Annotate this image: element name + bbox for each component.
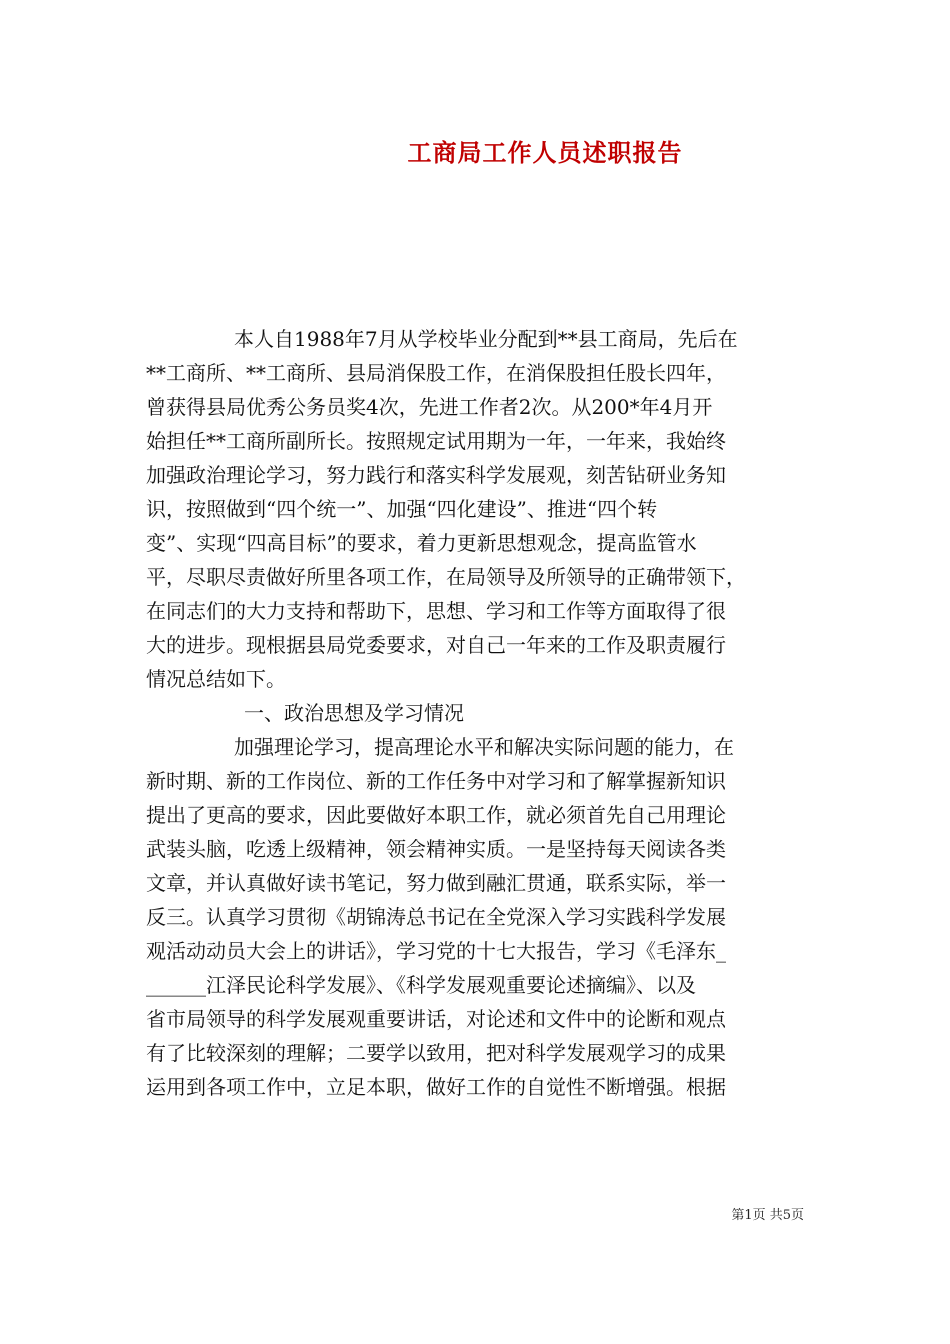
paragraph-line: 平，尽职尽责做好所里各项工作，在局领导及所领导的正确带领下，: [146, 565, 746, 589]
paragraph-line: 提出了更高的要求，因此要做好本职工作，就必须首先自己用理论: [146, 803, 726, 827]
page-title: 工商局工作人员述职报告: [407, 138, 683, 167]
paragraph-line: 本人自1988年7月从学校毕业分配到**县工商局，先后在: [234, 327, 738, 351]
paragraph-line: ______江泽民论科学发展》、《科学发展观重要论述摘编》、以及: [146, 973, 696, 997]
paragraph-line: 有了比较深刻的理解；二要学以致用，把对科学发展观学习的成果: [146, 1041, 726, 1065]
paragraph-line: 加强理论学习，提高理论水平和解决实际问题的能力，在: [234, 735, 734, 759]
paragraph-line: 在同志们的大力支持和帮助下，思想、学习和工作等方面取得了很: [146, 599, 726, 623]
paragraph-line: 文章，并认真做好读书笔记，努力做到融汇贯通，联系实际，举一: [146, 871, 726, 895]
paragraph-line: 识，按照做到“四个统一”、加强“四化建设”、推进“四个转: [146, 497, 658, 521]
paragraph-line: 变”、实现“四高目标”的要求，着力更新思想观念，提高监管水: [146, 531, 697, 555]
paragraph-line: 武装头脑，吃透上级精神，领会精神实质。一是坚持每天阅读各类: [146, 837, 726, 861]
paragraph-line: 情况总结如下。: [146, 667, 286, 691]
document-body: [146, 322, 816, 1104]
paragraph-line: 新时期、新的工作岗位、新的工作任务中对学习和了解掌握新知识: [146, 769, 726, 793]
page-footer: 第1页 共5页: [731, 1208, 804, 1223]
paragraph-line: 始担任**工商所副所长。按照规定试用期为一年，一年来，我始终: [146, 429, 726, 453]
paragraph-line: 反三。认真学习贯彻《胡锦涛总书记在全党深入学习实践科学发展: [146, 905, 726, 929]
paragraph-line: **工商所、**工商所、县局消保股工作，在消保股担任股长四年，: [146, 361, 726, 385]
paragraph-line: 曾获得县局优秀公务员奖4次，先进工作者2次。从200*年4月开: [146, 395, 713, 419]
paragraph-line: 省市局领导的科学发展观重要讲话，对论述和文件中的论断和观点: [146, 1007, 726, 1031]
section-heading: 一、政治思想及学习情况: [244, 701, 464, 725]
paragraph-line: 加强政治理论学习，努力践行和落实科学发展观，刻苦钻研业务知: [146, 463, 726, 487]
paragraph-line: 运用到各项工作中，立足本职，做好工作的自觉性不断增强。根据: [146, 1075, 726, 1099]
paragraph-line: 大的进步。现根据县局党委要求，对自己一年来的工作及职责履行: [146, 633, 726, 657]
paragraph-line: 观活动动员大会上的讲话》，学习党的十七大报告，学习《毛泽东_: [146, 939, 726, 963]
